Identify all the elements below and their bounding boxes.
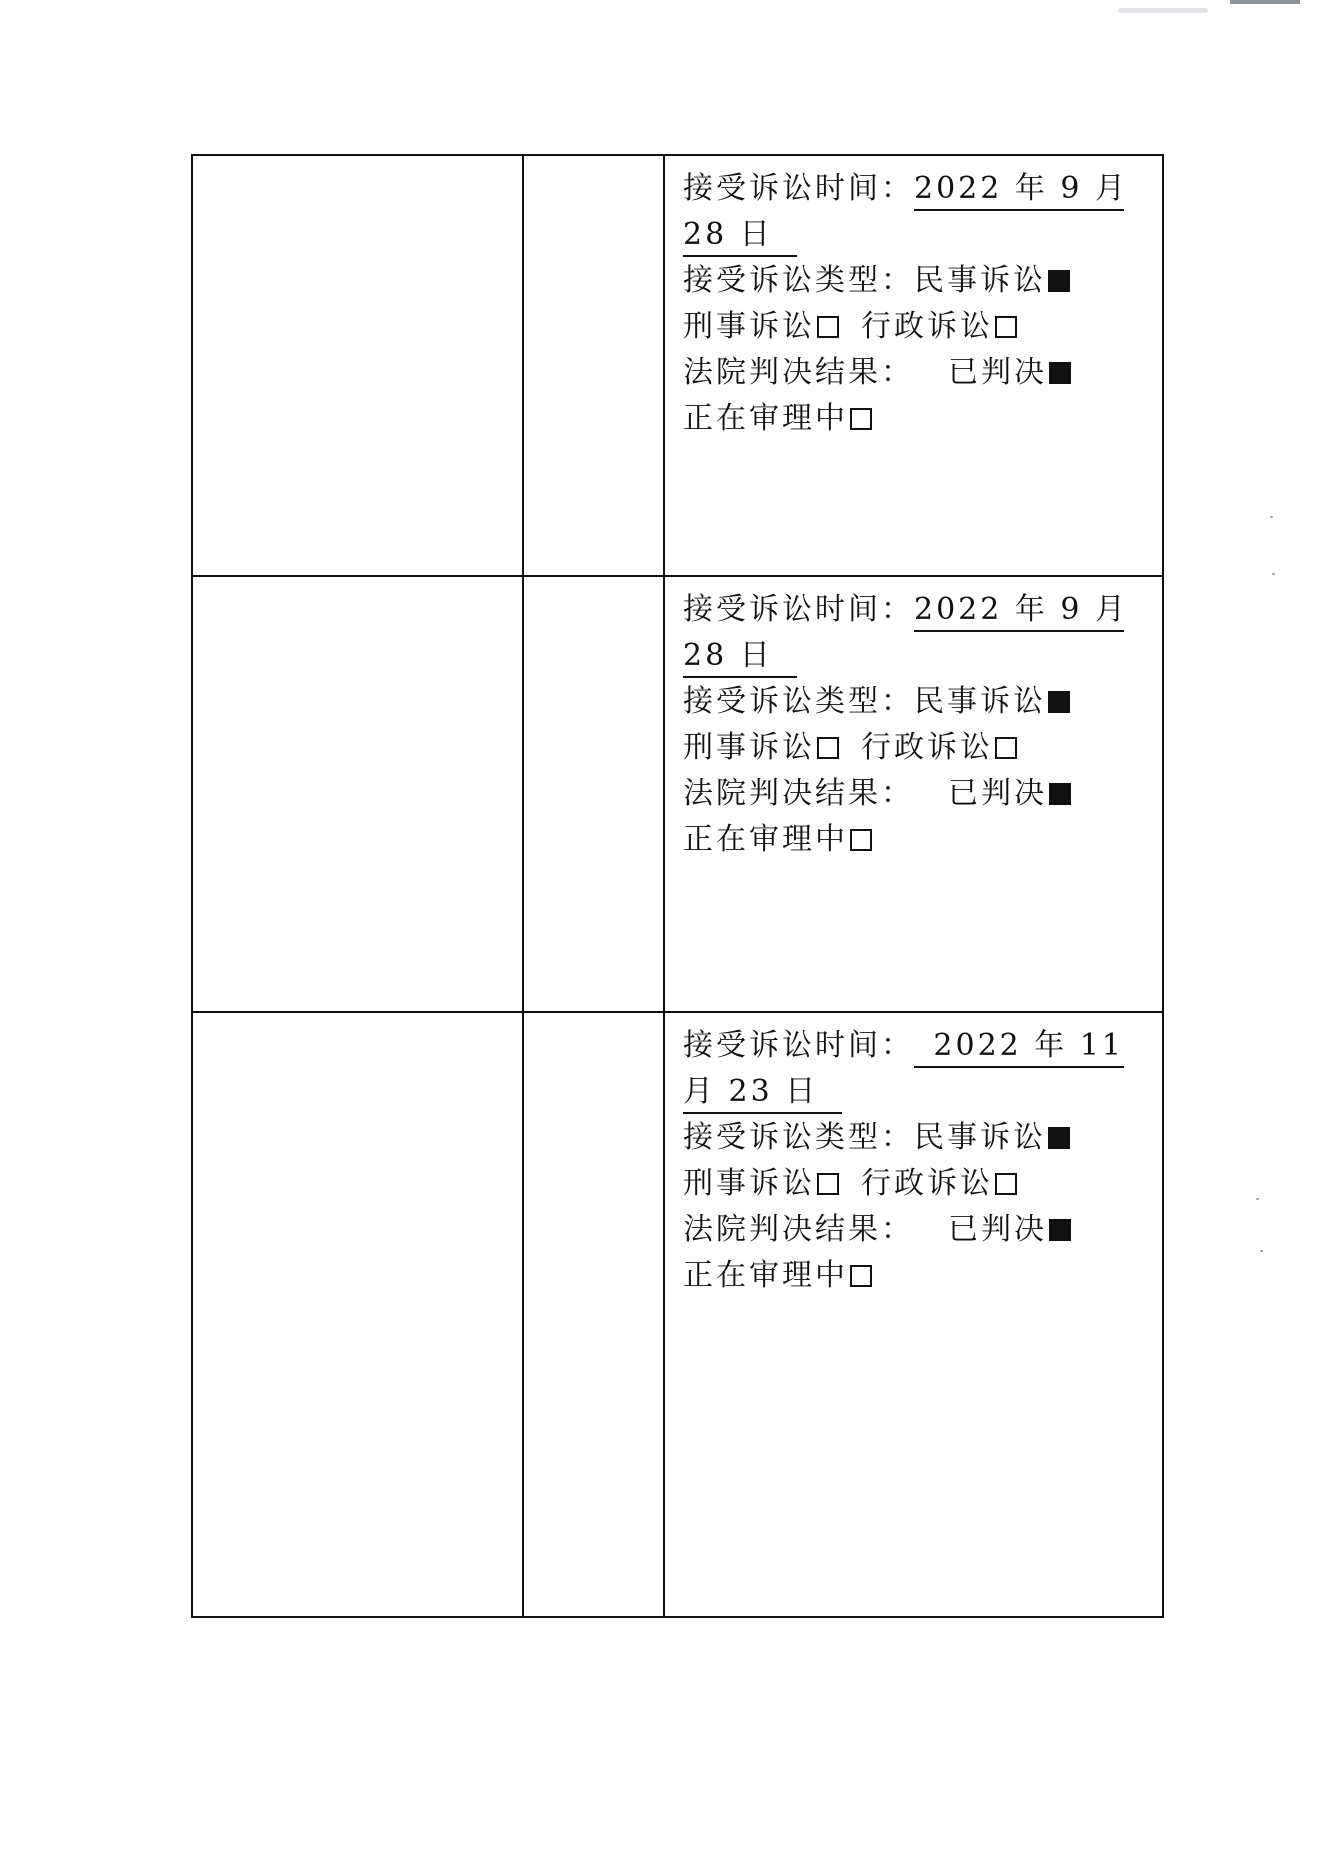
criminal-option-label: 刑事诉讼 — [683, 1166, 815, 1201]
administrative-option-label: 行政诉讼 — [861, 1166, 993, 1201]
court-result-line — [683, 350, 1150, 396]
litigation-record-table — [191, 154, 1164, 1618]
scan-edge-mark — [1230, 0, 1300, 4]
scan-speck — [1270, 516, 1273, 518]
litigation-date-line — [683, 1069, 1150, 1115]
court-result-label: 法院判决结果： — [683, 355, 914, 390]
pending-option-label: 正在审理中 — [683, 1258, 848, 1293]
pending-checkbox — [850, 1265, 872, 1287]
pending-option-label: 正在审理中 — [683, 401, 848, 436]
pending-checkbox — [850, 829, 872, 851]
litigation-date-line — [683, 212, 1150, 258]
court-result-line-2 — [683, 817, 1150, 863]
criminal-option-label: 刑事诉讼 — [683, 730, 815, 765]
litigation-date-part1: 2022 年 11 — [914, 1026, 1124, 1068]
court-result-label: 法院判决结果： — [683, 1212, 914, 1247]
scan-speck — [1272, 573, 1275, 575]
court-result-line-2 — [683, 1253, 1150, 1299]
decided-option-label: 已判决 — [948, 355, 1047, 390]
scan-speck — [1256, 1198, 1259, 1200]
litigation-type-label: 接受诉讼类型： — [683, 1120, 914, 1155]
table-row — [192, 1012, 1163, 1617]
litigation-type-line-2 — [683, 725, 1150, 771]
litigation-date-part2: 月 23 日 — [683, 1072, 842, 1114]
litigation-info-cell — [664, 576, 1163, 1012]
litigation-type-line — [683, 258, 1150, 304]
criminal-option-label: 刑事诉讼 — [683, 309, 815, 344]
empty-cell — [192, 576, 523, 1012]
decided-checkbox — [1049, 783, 1071, 805]
administrative-option-label: 行政诉讼 — [861, 730, 993, 765]
civil-option-label: 民事诉讼 — [914, 1120, 1046, 1155]
decided-option-label: 已判决 — [948, 1212, 1047, 1247]
administrative-checkbox — [995, 1173, 1017, 1195]
litigation-type-label: 接受诉讼类型： — [683, 684, 914, 719]
litigation-type-line — [683, 1115, 1150, 1161]
scan-smudge — [1118, 8, 1208, 13]
litigation-date-part2: 28 日 — [683, 215, 797, 257]
criminal-checkbox — [817, 737, 839, 759]
litigation-time-line — [683, 587, 1150, 633]
litigation-type-line-2 — [683, 1161, 1150, 1207]
litigation-time-label: 接受诉讼时间： — [683, 592, 914, 627]
empty-cell — [523, 1012, 664, 1617]
civil-checkbox — [1048, 691, 1070, 713]
court-result-line — [683, 771, 1150, 817]
litigation-time-label: 接受诉讼时间： — [683, 171, 914, 206]
litigation-type-line-2 — [683, 304, 1150, 350]
litigation-info-cell — [664, 1012, 1163, 1617]
court-result-line-2 — [683, 396, 1150, 442]
litigation-date-part1: 2022 年 9 月 — [914, 590, 1124, 632]
litigation-type-label: 接受诉讼类型： — [683, 263, 914, 298]
empty-cell — [523, 576, 664, 1012]
scan-speck — [1260, 1250, 1263, 1252]
administrative-checkbox — [995, 737, 1017, 759]
empty-cell — [192, 1012, 523, 1617]
litigation-time-label: 接受诉讼时间： — [683, 1028, 914, 1063]
criminal-checkbox — [817, 316, 839, 338]
decided-checkbox — [1049, 362, 1071, 384]
litigation-date-line — [683, 633, 1150, 679]
pending-option-label: 正在审理中 — [683, 822, 848, 857]
empty-cell — [523, 155, 664, 576]
pending-checkbox — [850, 408, 872, 430]
litigation-info-cell — [664, 155, 1163, 576]
decided-option-label: 已判决 — [948, 776, 1047, 811]
court-result-line — [683, 1207, 1150, 1253]
litigation-time-line — [683, 166, 1150, 212]
civil-checkbox — [1048, 270, 1070, 292]
litigation-date-part1: 2022 年 9 月 — [914, 169, 1124, 211]
litigation-time-line — [683, 1023, 1150, 1069]
civil-option-label: 民事诉讼 — [914, 684, 1046, 719]
table-row — [192, 576, 1163, 1012]
litigation-date-part2: 28 日 — [683, 636, 797, 678]
court-result-label: 法院判决结果： — [683, 776, 914, 811]
administrative-checkbox — [995, 316, 1017, 338]
table-row — [192, 155, 1163, 576]
decided-checkbox — [1049, 1219, 1071, 1241]
empty-cell — [192, 155, 523, 576]
criminal-checkbox — [817, 1173, 839, 1195]
civil-checkbox — [1048, 1127, 1070, 1149]
administrative-option-label: 行政诉讼 — [861, 309, 993, 344]
litigation-type-line — [683, 679, 1150, 725]
civil-option-label: 民事诉讼 — [914, 263, 1046, 298]
